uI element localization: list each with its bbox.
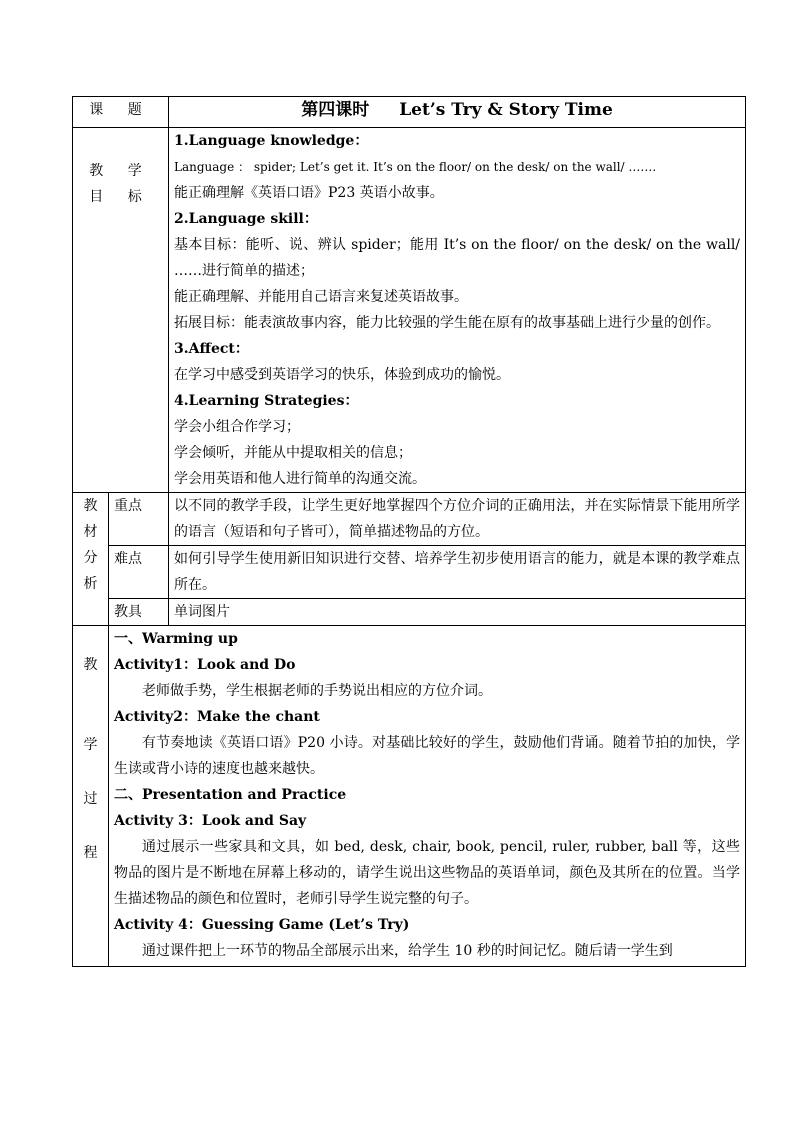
objective-line: Language ： spider; Let’s get it. It’s on the floor/ on the desk/ on the wall/ ……. bbox=[174, 160, 657, 174]
activity-3-text: 通过展示一些家具和文具，如 bed, desk, chair, book, pencil, ruler, rubber, ball 等，这些物品的图片是不断地在屏幕上移动的，请学生说出这些物品的英语单词，颜色及其所在的位置。当学生描述物品的颜色和位置时，老师引导学生说完整的句子。 bbox=[114, 839, 741, 907]
analysis-tools-row bbox=[73, 599, 746, 626]
process-label bbox=[73, 626, 109, 967]
objective-line: 学会倾听，并能从中提取相关的信息； bbox=[174, 445, 413, 461]
process-content bbox=[109, 626, 746, 967]
analysis-label-char: 分 bbox=[83, 550, 98, 566]
process-row bbox=[73, 626, 746, 967]
objective-line: 能正确理解、并能用自己语言来复述英语故事。 bbox=[174, 289, 469, 305]
activity-4-text: 通过课件把上一环节的物品全部展示出来，给学生 10 秒的时间记忆。随后请一学生到 bbox=[142, 943, 673, 959]
objective-line: 学会小组合作学习； bbox=[174, 419, 301, 435]
analysis-key-row bbox=[73, 493, 746, 546]
activity-1-text: 老师做手势，学生根据老师的手势说出相应的方位介词。 bbox=[142, 683, 492, 699]
teaching-aids-text: 单词图片 bbox=[169, 599, 746, 626]
analysis-label-char: 析 bbox=[83, 576, 98, 592]
objective-heading-3: 3.Affect： bbox=[174, 341, 249, 357]
process-label-char: 教 bbox=[83, 657, 98, 673]
activity-2-title: Activity2：Make the chant bbox=[114, 709, 320, 725]
objectives-label bbox=[73, 128, 169, 493]
process-label-char: 程 bbox=[83, 845, 98, 861]
objective-line: 拓展目标：能表演故事内容，能力比较强的学生能在原有的故事基础上进行少量的创作。 bbox=[174, 315, 721, 331]
process-label-char: 学 bbox=[83, 737, 98, 753]
objective-heading-2: 2.Language skill： bbox=[174, 211, 318, 227]
lesson-title-cn: 第四课时 bbox=[301, 100, 370, 120]
key-point-label: 重点 bbox=[109, 493, 169, 546]
objective-heading-4: 4.Learning Strategies： bbox=[174, 393, 359, 409]
objective-line: 能正确理解《英语口语》P23 英语小故事。 bbox=[174, 185, 444, 201]
objectives-row bbox=[73, 128, 746, 493]
lesson-plan-table bbox=[72, 96, 746, 967]
objective-line: 在学习中感受到英语学习的快乐，体验到成功的愉悦。 bbox=[174, 367, 511, 383]
lesson-title bbox=[169, 97, 746, 128]
process-label-char: 过 bbox=[83, 791, 98, 807]
section-heading-warmup: 一、Warming up bbox=[114, 631, 238, 647]
activity-1-title: Activity1：Look and Do bbox=[114, 657, 296, 673]
objectives-label-line-2: 目 标 bbox=[89, 189, 152, 205]
teaching-aids-label: 教具 bbox=[109, 599, 169, 626]
analysis-difficulty-row bbox=[73, 546, 746, 599]
difficulty-label: 难点 bbox=[109, 546, 169, 599]
analysis-label-char: 材 bbox=[83, 524, 98, 540]
objective-line: 学会用英语和他人进行简单的沟通交流。 bbox=[174, 471, 427, 487]
analysis-label bbox=[73, 493, 109, 626]
key-point-text: 以不同的教学手段，让学生更好地掌握四个方位介词的正确用法，并在实际情景下能用所学的语言（短语和句子皆可），简单描述物品的方位。 bbox=[169, 493, 746, 546]
analysis-label-char: 教 bbox=[83, 498, 98, 514]
objective-line: 基本目标：能听、说、辨认 spider；能用 It’s on the floor/ on the desk/ on the wall/ ……进行简单的描述； bbox=[174, 237, 741, 279]
activity-3-title: Activity 3：Look and Say bbox=[114, 813, 307, 829]
activity-2-text: 有节奏地读《英语口语》P20 小诗。对基础比较好的学生，鼓励他们背诵。随着节拍的加快，学生读或背小诗的速度也越来越快。 bbox=[114, 735, 741, 777]
objectives-content bbox=[169, 128, 746, 493]
lesson-title-en: Let’s Try & Story Time bbox=[399, 100, 613, 120]
objectives-label-line-1: 教 学 bbox=[89, 163, 152, 179]
topic-label: 课 题 bbox=[73, 97, 169, 128]
activity-4-title: Activity 4：Guessing Game (Let’s Try) bbox=[114, 917, 410, 933]
title-row bbox=[73, 97, 746, 128]
difficulty-text: 如何引导学生使用新旧知识进行交替、培养学生初步使用语言的能力，就是本课的教学难点所在。 bbox=[169, 546, 746, 599]
section-heading-presentation: 二、Presentation and Practice bbox=[114, 787, 347, 803]
objective-heading-1: 1.Language knowledge： bbox=[174, 133, 369, 149]
